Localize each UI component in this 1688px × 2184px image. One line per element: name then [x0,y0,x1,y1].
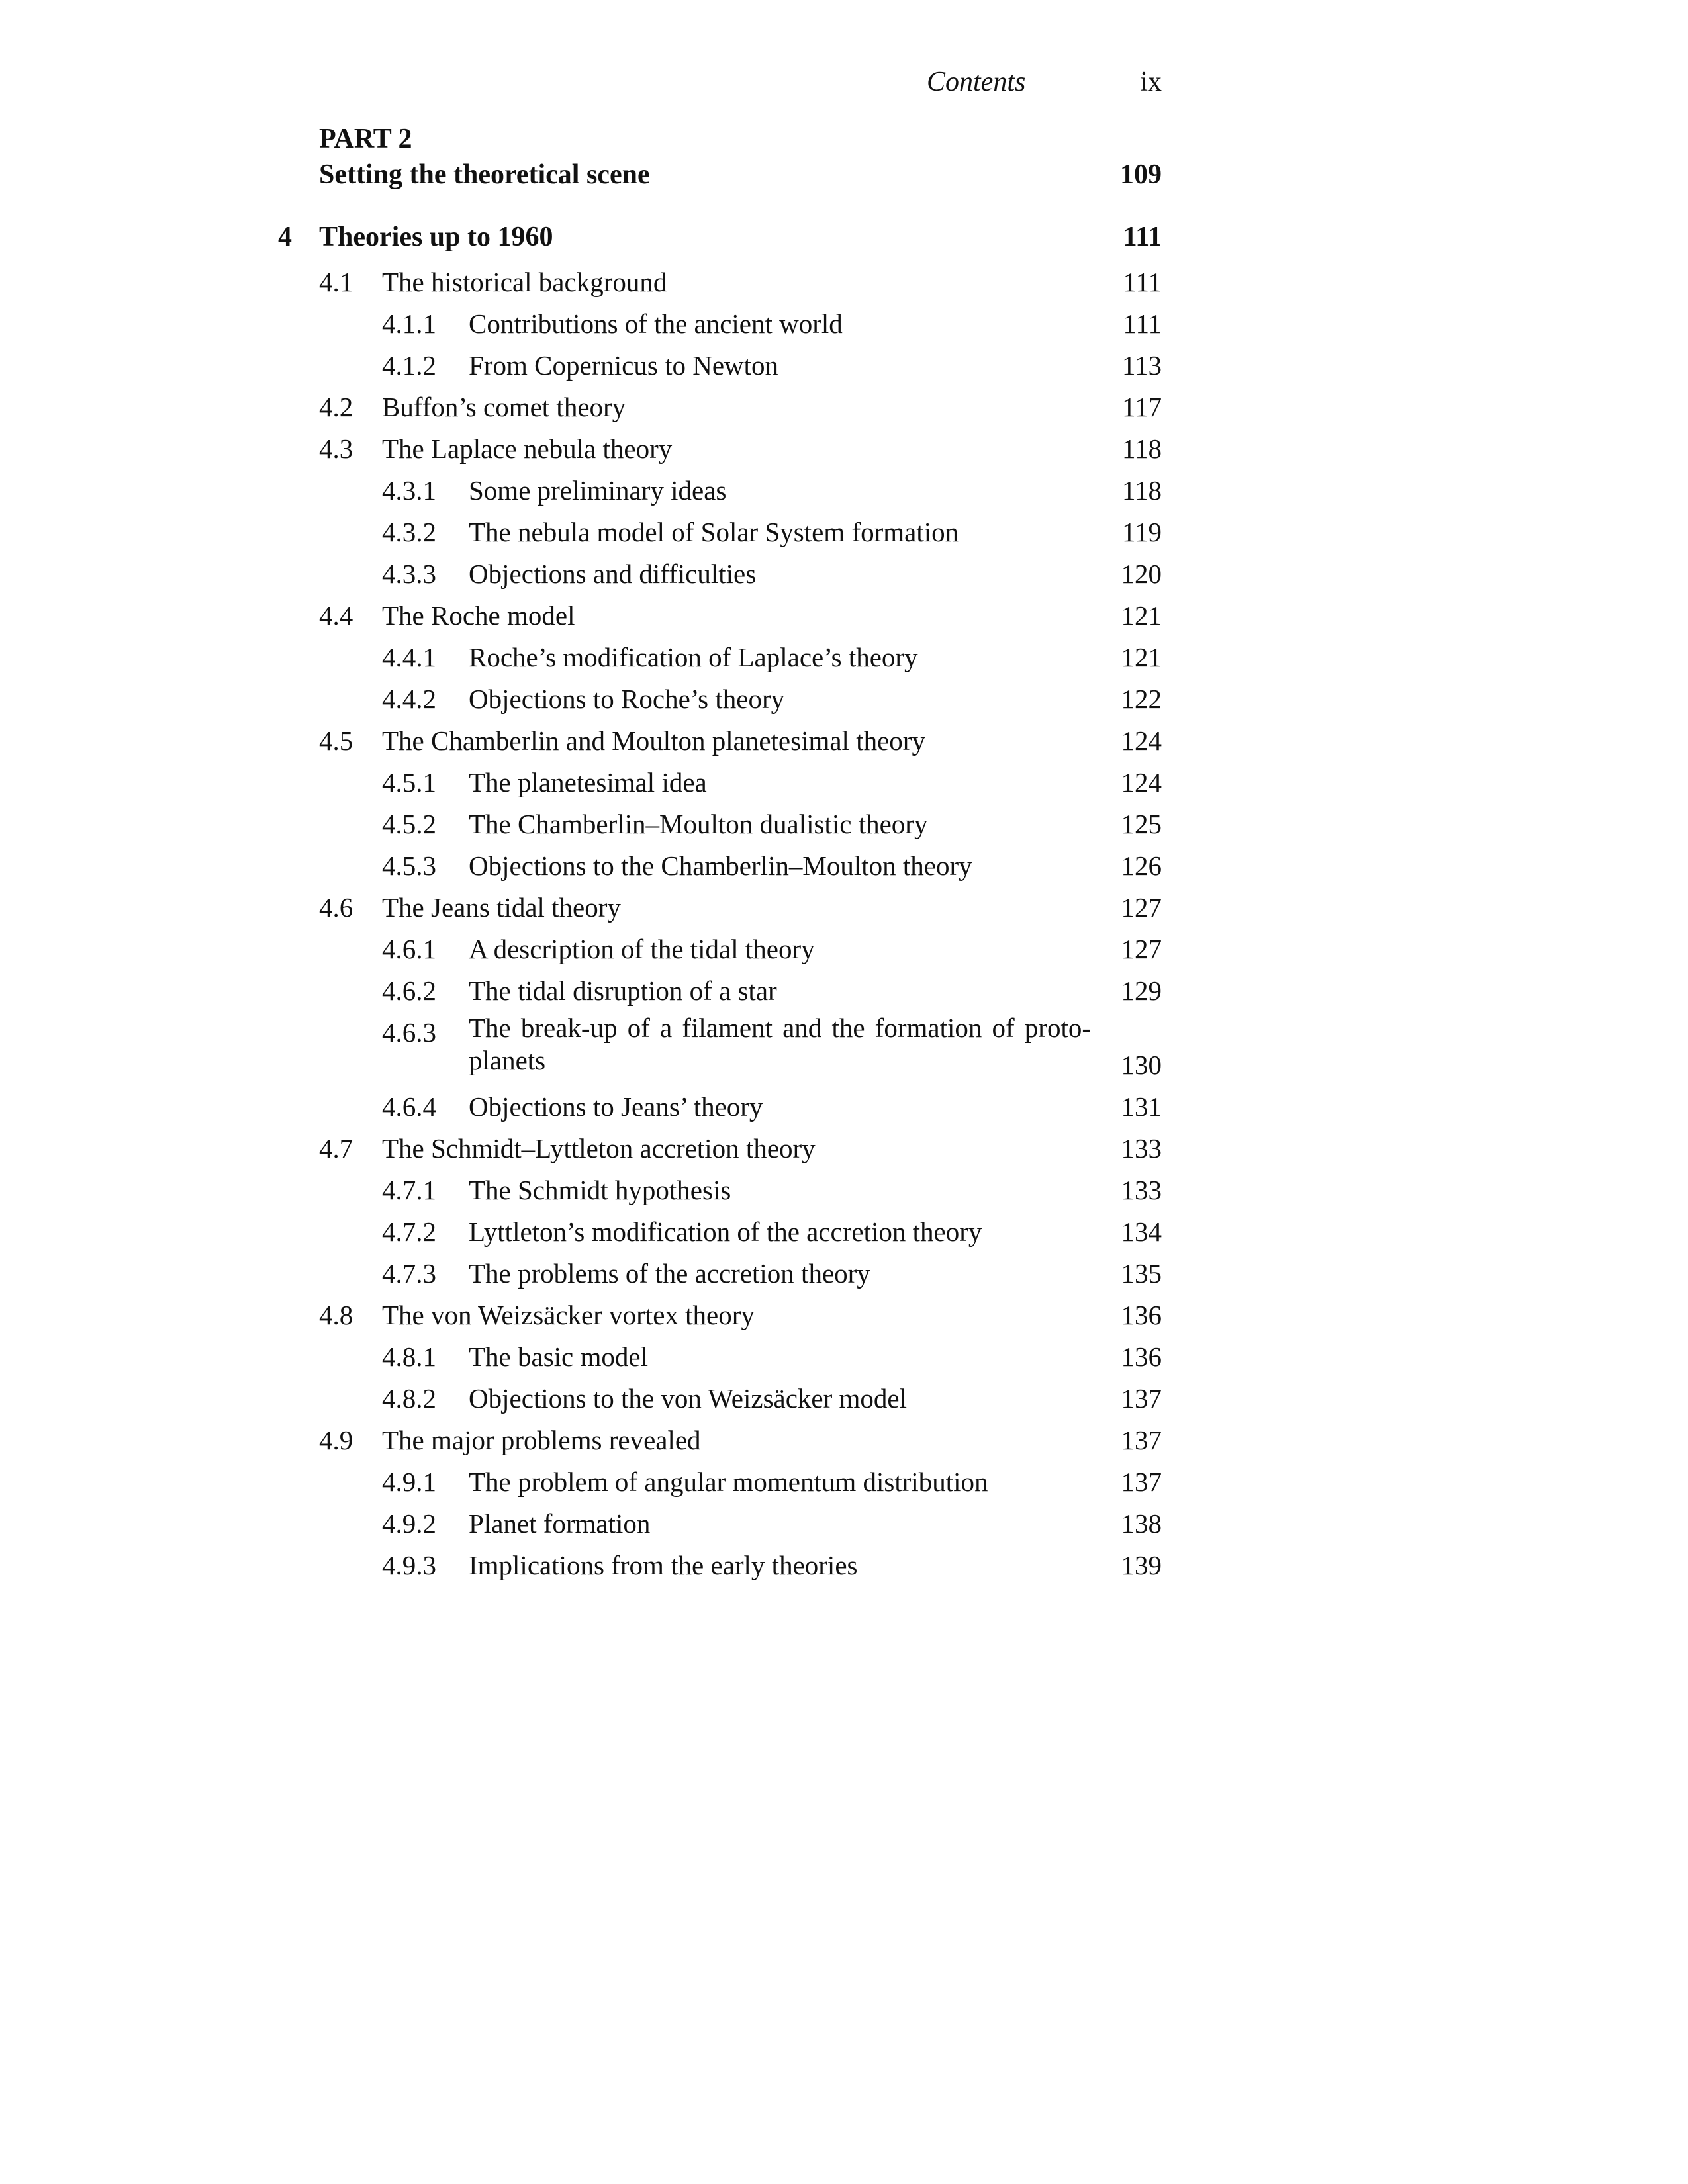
subsection-title: Contributions of the ancient world [469,308,843,339]
toc-subsection [0,678,1688,720]
subsection-number: 4.9.1 [382,1467,436,1497]
subsection-page: 136 [1121,1342,1162,1372]
toc-section [0,261,1688,303]
subsection-title: The planetesimal idea [469,767,707,797]
subsection-number: 4.3.1 [382,475,436,506]
toc-subsection [0,1545,1688,1586]
subsection-page: 122 [1121,684,1162,714]
toc-subsection [0,1169,1688,1211]
section-title: The von Weizsäcker vortex theory [382,1300,755,1330]
subsection-page: 119 [1122,517,1162,547]
running-head [927,66,1162,106]
toc-subsection [0,345,1688,387]
subsection-page: 124 [1121,767,1162,797]
section-number: 4.3 [319,433,353,464]
subsection-title: A description of the tidal theory [469,934,815,964]
subsection-title: The Schmidt hypothesis [469,1175,731,1205]
toc-subsection [0,1253,1688,1295]
toc-subsection [0,1503,1688,1545]
subsection-page: 120 [1121,559,1162,589]
subsection-number: 4.1.2 [382,350,436,381]
section-page: 137 [1121,1425,1162,1455]
toc-section [0,887,1688,929]
subsection-page: 129 [1121,976,1162,1006]
subsection-title: Some preliminary ideas [469,475,727,506]
subsection-page: 111 [1123,308,1162,339]
toc-subsection [0,1012,1688,1086]
subsection-page: 133 [1121,1175,1162,1205]
toc-section [0,428,1688,470]
toc-subsection [0,303,1688,345]
subsection-title-line-1: The break-up of a filament and the formation of proto- [469,1013,1091,1043]
section-number: 4.4 [319,600,353,631]
subsection-page: 118 [1122,475,1162,506]
subsection-number: 4.3.2 [382,517,436,547]
toc-subsection [0,1461,1688,1503]
section-number: 4.1 [319,267,353,297]
section-number: 4.8 [319,1300,353,1330]
running-head-title: Contents [927,67,1026,97]
subsection-number: 4.6.3 [382,1017,436,1048]
subsection-page: 137 [1121,1467,1162,1497]
part-page-number: 109 [1120,159,1162,190]
section-page: 124 [1121,725,1162,756]
section-number: 4.9 [319,1425,353,1455]
subsection-number: 4.8.2 [382,1383,436,1414]
subsection-number: 4.5.1 [382,767,436,797]
section-title: Buffon’s comet theory [382,392,626,422]
section-title: The Laplace nebula theory [382,433,673,464]
chapter-title: Theories up to 1960 [319,222,553,252]
toc-section [0,1420,1688,1461]
subsection-page: 125 [1121,809,1162,839]
subsection-number: 4.7.2 [382,1216,436,1247]
part-title: Setting the theoretical scene [319,159,650,190]
subsection-title-line-2: planets [469,1045,546,1075]
subsection-page: 130 [1121,1050,1162,1080]
section-page: 117 [1122,392,1162,422]
chapter-number: 4 [278,222,292,252]
subsection-title: Objections and difficulties [469,559,757,589]
toc-subsection [0,637,1688,678]
toc-section [0,720,1688,762]
toc-subsection [0,845,1688,887]
subsection-page: 127 [1121,934,1162,964]
subsection-title: The Chamberlin–Moulton dualistic theory [469,809,928,839]
subsection-title: The basic model [469,1342,648,1372]
subsection-page: 113 [1122,350,1162,381]
subsection-number: 4.7.1 [382,1175,436,1205]
part-label: PART 2 [319,124,412,154]
subsection-number: 4.6.1 [382,934,436,964]
toc-subsection [0,1336,1688,1378]
section-page: 127 [1121,892,1162,923]
toc-subsection [0,762,1688,803]
subsection-number: 4.9.2 [382,1508,436,1539]
subsection-title: Objections to Jeans’ theory [469,1091,763,1122]
toc-section [0,1295,1688,1336]
toc-subsection [0,470,1688,512]
subsection-title: Objections to Roche’s theory [469,684,785,714]
subsection-number: 4.4.1 [382,642,436,672]
toc-section [0,595,1688,637]
subsection-title [469,1012,1091,1077]
toc-subsection [0,929,1688,970]
subsection-title: Objections to the Chamberlin–Moulton theory [469,850,972,881]
subsection-title: From Copernicus to Newton [469,350,779,381]
subsection-number: 4.4.2 [382,684,436,714]
subsection-page: 134 [1121,1216,1162,1247]
subsection-page: 131 [1121,1091,1162,1122]
toc-subsection [0,1211,1688,1253]
section-title: The Chamberlin and Moulton planetesimal theory [382,725,925,756]
subsection-title: The tidal disruption of a star [469,976,777,1006]
subsection-title: The problems of the accretion theory [469,1258,870,1289]
subsection-title: Planet formation [469,1508,651,1539]
subsection-number: 4.1.1 [382,308,436,339]
section-number: 4.5 [319,725,353,756]
subsection-title: The problem of angular momentum distribution [469,1467,988,1497]
section-page: 111 [1123,267,1162,297]
section-title: The Schmidt–Lyttleton accretion theory [382,1133,816,1163]
toc-subsection [0,970,1688,1012]
section-number: 4.2 [319,392,353,422]
toc-list [0,261,1688,1586]
section-title: The historical background [382,267,667,297]
section-title: The major problems revealed [382,1425,701,1455]
subsection-number: 4.6.4 [382,1091,436,1122]
section-number: 4.6 [319,892,353,923]
section-page: 133 [1121,1133,1162,1163]
section-title: The Roche model [382,600,575,631]
subsection-page: 137 [1121,1383,1162,1414]
toc-subsection [0,553,1688,595]
subsection-title: Lyttleton’s modification of the accretion theory [469,1216,982,1247]
subsection-number: 4.6.2 [382,976,436,1006]
subsection-number: 4.8.1 [382,1342,436,1372]
subsection-number: 4.7.3 [382,1258,436,1289]
section-title: The Jeans tidal theory [382,892,621,923]
subsection-title: The nebula model of Solar System formation [469,517,959,547]
section-page: 136 [1121,1300,1162,1330]
chapter-page-number: 111 [1123,222,1162,252]
subsection-number: 4.5.2 [382,809,436,839]
subsection-title: Roche’s modification of Laplace’s theory [469,642,918,672]
subsection-number: 4.3.3 [382,559,436,589]
subsection-title: Objections to the von Weizsäcker model [469,1383,908,1414]
subsection-page: 135 [1121,1258,1162,1289]
section-number: 4.7 [319,1133,353,1163]
subsection-number: 4.5.3 [382,850,436,881]
toc-section [0,387,1688,428]
toc-subsection [0,803,1688,845]
subsection-page: 139 [1121,1550,1162,1580]
subsection-number: 4.9.3 [382,1550,436,1580]
section-page: 121 [1121,600,1162,631]
chapter-heading [271,221,1162,261]
running-head-page-number: ix [1140,67,1162,97]
toc-section [0,1128,1688,1169]
subsection-page: 126 [1121,850,1162,881]
subsection-title: Implications from the early theories [469,1550,858,1580]
section-page: 118 [1122,433,1162,464]
subsection-page: 138 [1121,1508,1162,1539]
toc-subsection [0,1378,1688,1420]
toc-subsection [0,1086,1688,1128]
subsection-page: 121 [1121,642,1162,672]
toc-subsection [0,512,1688,553]
